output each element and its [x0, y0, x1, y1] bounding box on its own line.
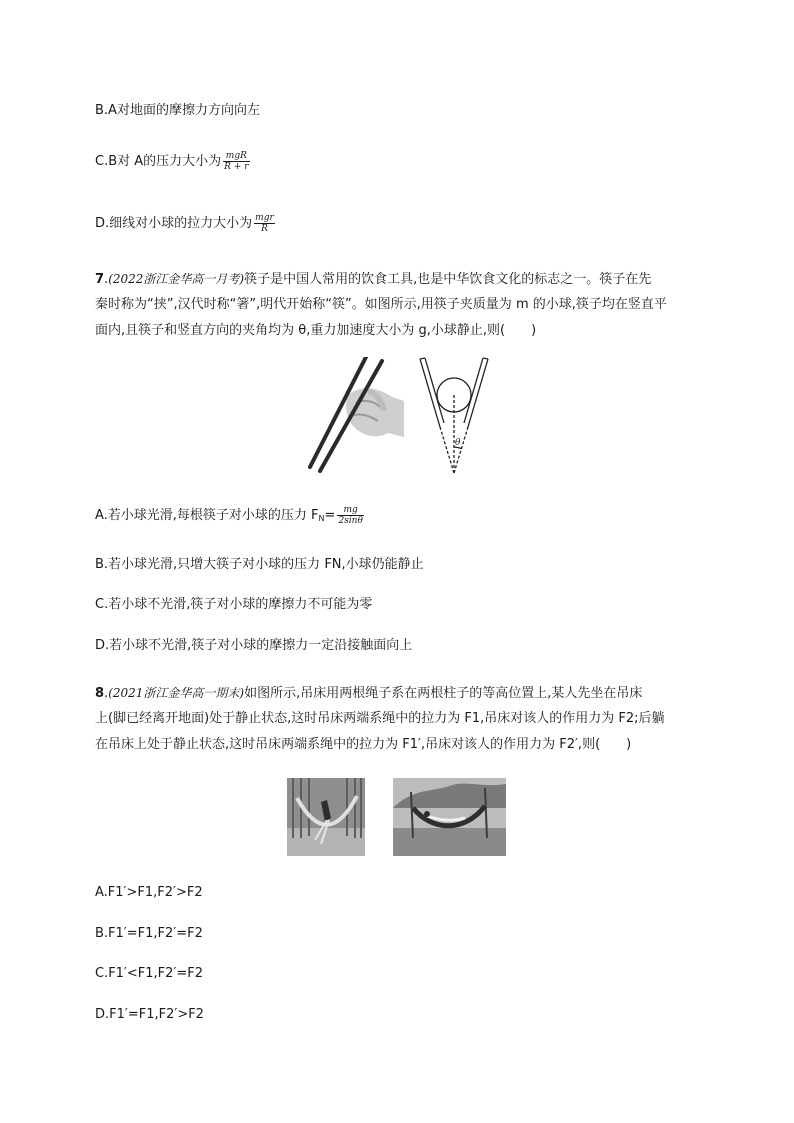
- question-7-line-1: 7.(2022浙江金华高一月考)筷子是中国人常用的饮食工具,也是中华饮食文化的标志之一。筷子在先: [95, 272, 652, 287]
- hammock-lying-photo: [393, 778, 506, 856]
- right-extension-dashed: [454, 427, 468, 473]
- theta-label: θ: [455, 438, 461, 448]
- subscript-N: N: [318, 514, 325, 523]
- question-number: 7: [95, 272, 105, 287]
- option-c-q8: C.F1′<F1,F2′=F2: [95, 966, 204, 981]
- option-a-q8: A.F1′>F1,F2′>F2: [95, 885, 203, 900]
- question-source: (2021浙江金华高一期末): [108, 686, 245, 700]
- question-7-text-1: 筷子是中国人常用的饮食工具,也是中华饮食文化的标志之一。筷子在先: [244, 272, 652, 287]
- question-8-stem: [95, 680, 705, 758]
- fraction-denominator: R + r: [224, 162, 249, 172]
- question-7-line-3: 面内,且筷子和竖直方向的夹角均为 θ,重力加速度大小为 g,小球静止,则( ): [95, 323, 537, 338]
- option-a-q7-text: A.若小球光滑,每根筷子对小球的压力 F: [95, 508, 319, 523]
- option-d-prev-text: D.细线对小球的拉力大小为: [95, 216, 253, 231]
- left-chopstick-inner: [425, 358, 444, 423]
- hammock-sitting-photo: [287, 778, 365, 856]
- chopsticks-diagram: [418, 355, 490, 477]
- fraction-numerator: mg: [343, 505, 358, 515]
- question-8-line-1: 8.(2021浙江金华高一期末)如图所示,吊床用两根绳子系在两根柱子的等高位置上,某人先坐在吊床: [95, 686, 643, 701]
- option-d-prev: [95, 213, 275, 234]
- fraction-mgR: [223, 151, 249, 172]
- option-b-prev: B.A对地面的摩擦力方向向左: [95, 103, 260, 118]
- option-d-q8: D.F1′=F1,F2′>F2: [95, 1007, 204, 1022]
- question-7-stem: [95, 266, 705, 344]
- option-c-prev: [95, 151, 250, 172]
- option-a-q7: [95, 505, 364, 528]
- question-7-line-2: 秦时称为“挟”,汉代时称“箸”,明代开始称“筷”。如图所示,用筷子夹质量为 m 的小球,筷子均在竖直平: [95, 297, 667, 312]
- option-c-q7: C.若小球不光滑,筷子对小球的摩擦力不可能为零: [95, 597, 373, 612]
- fraction-mg-2sin: [337, 505, 363, 526]
- chopsticks-hand-photo: [308, 357, 404, 473]
- option-b-q8: B.F1′=F1,F2′=F2: [95, 926, 203, 941]
- fraction-denominator: 2sinθ: [338, 516, 363, 526]
- fraction-numerator: mgr: [255, 213, 274, 223]
- fraction-mgr: [254, 213, 275, 234]
- left-extension-dashed: [440, 427, 454, 473]
- option-b-q7: B.若小球光滑,只增大筷子对小球的压力 FN,小球仍能静止: [95, 557, 424, 572]
- option-d-q7: D.若小球不光滑,筷子对小球的摩擦力一定沿接触面向上: [95, 638, 413, 653]
- question-8-line-2: 上(脚已经离开地面)处于静止状态,这时吊床两端系绳中的拉力为 F1,吊床对该人的作用力为 F2;后躺: [95, 711, 665, 726]
- equals-sign: =: [324, 508, 336, 523]
- question-8-text-1: 如图所示,吊床用两根绳子系在两根柱子的等高位置上,某人先坐在吊床: [244, 686, 643, 701]
- option-c-prev-text: C.B对 A的压力大小为: [95, 154, 222, 169]
- fraction-denominator: R: [254, 223, 275, 234]
- fraction-numerator: mgR: [225, 151, 247, 161]
- question-number: 8: [95, 686, 105, 701]
- question-8-line-3: 在吊床上处于静止状态,这时吊床两端系绳中的拉力为 F1′,吊床对该人的作用力为 F2′,则( ): [95, 737, 632, 752]
- question-source: (2022浙江金华高一月考): [108, 272, 245, 286]
- right-chopstick-inner: [464, 358, 483, 423]
